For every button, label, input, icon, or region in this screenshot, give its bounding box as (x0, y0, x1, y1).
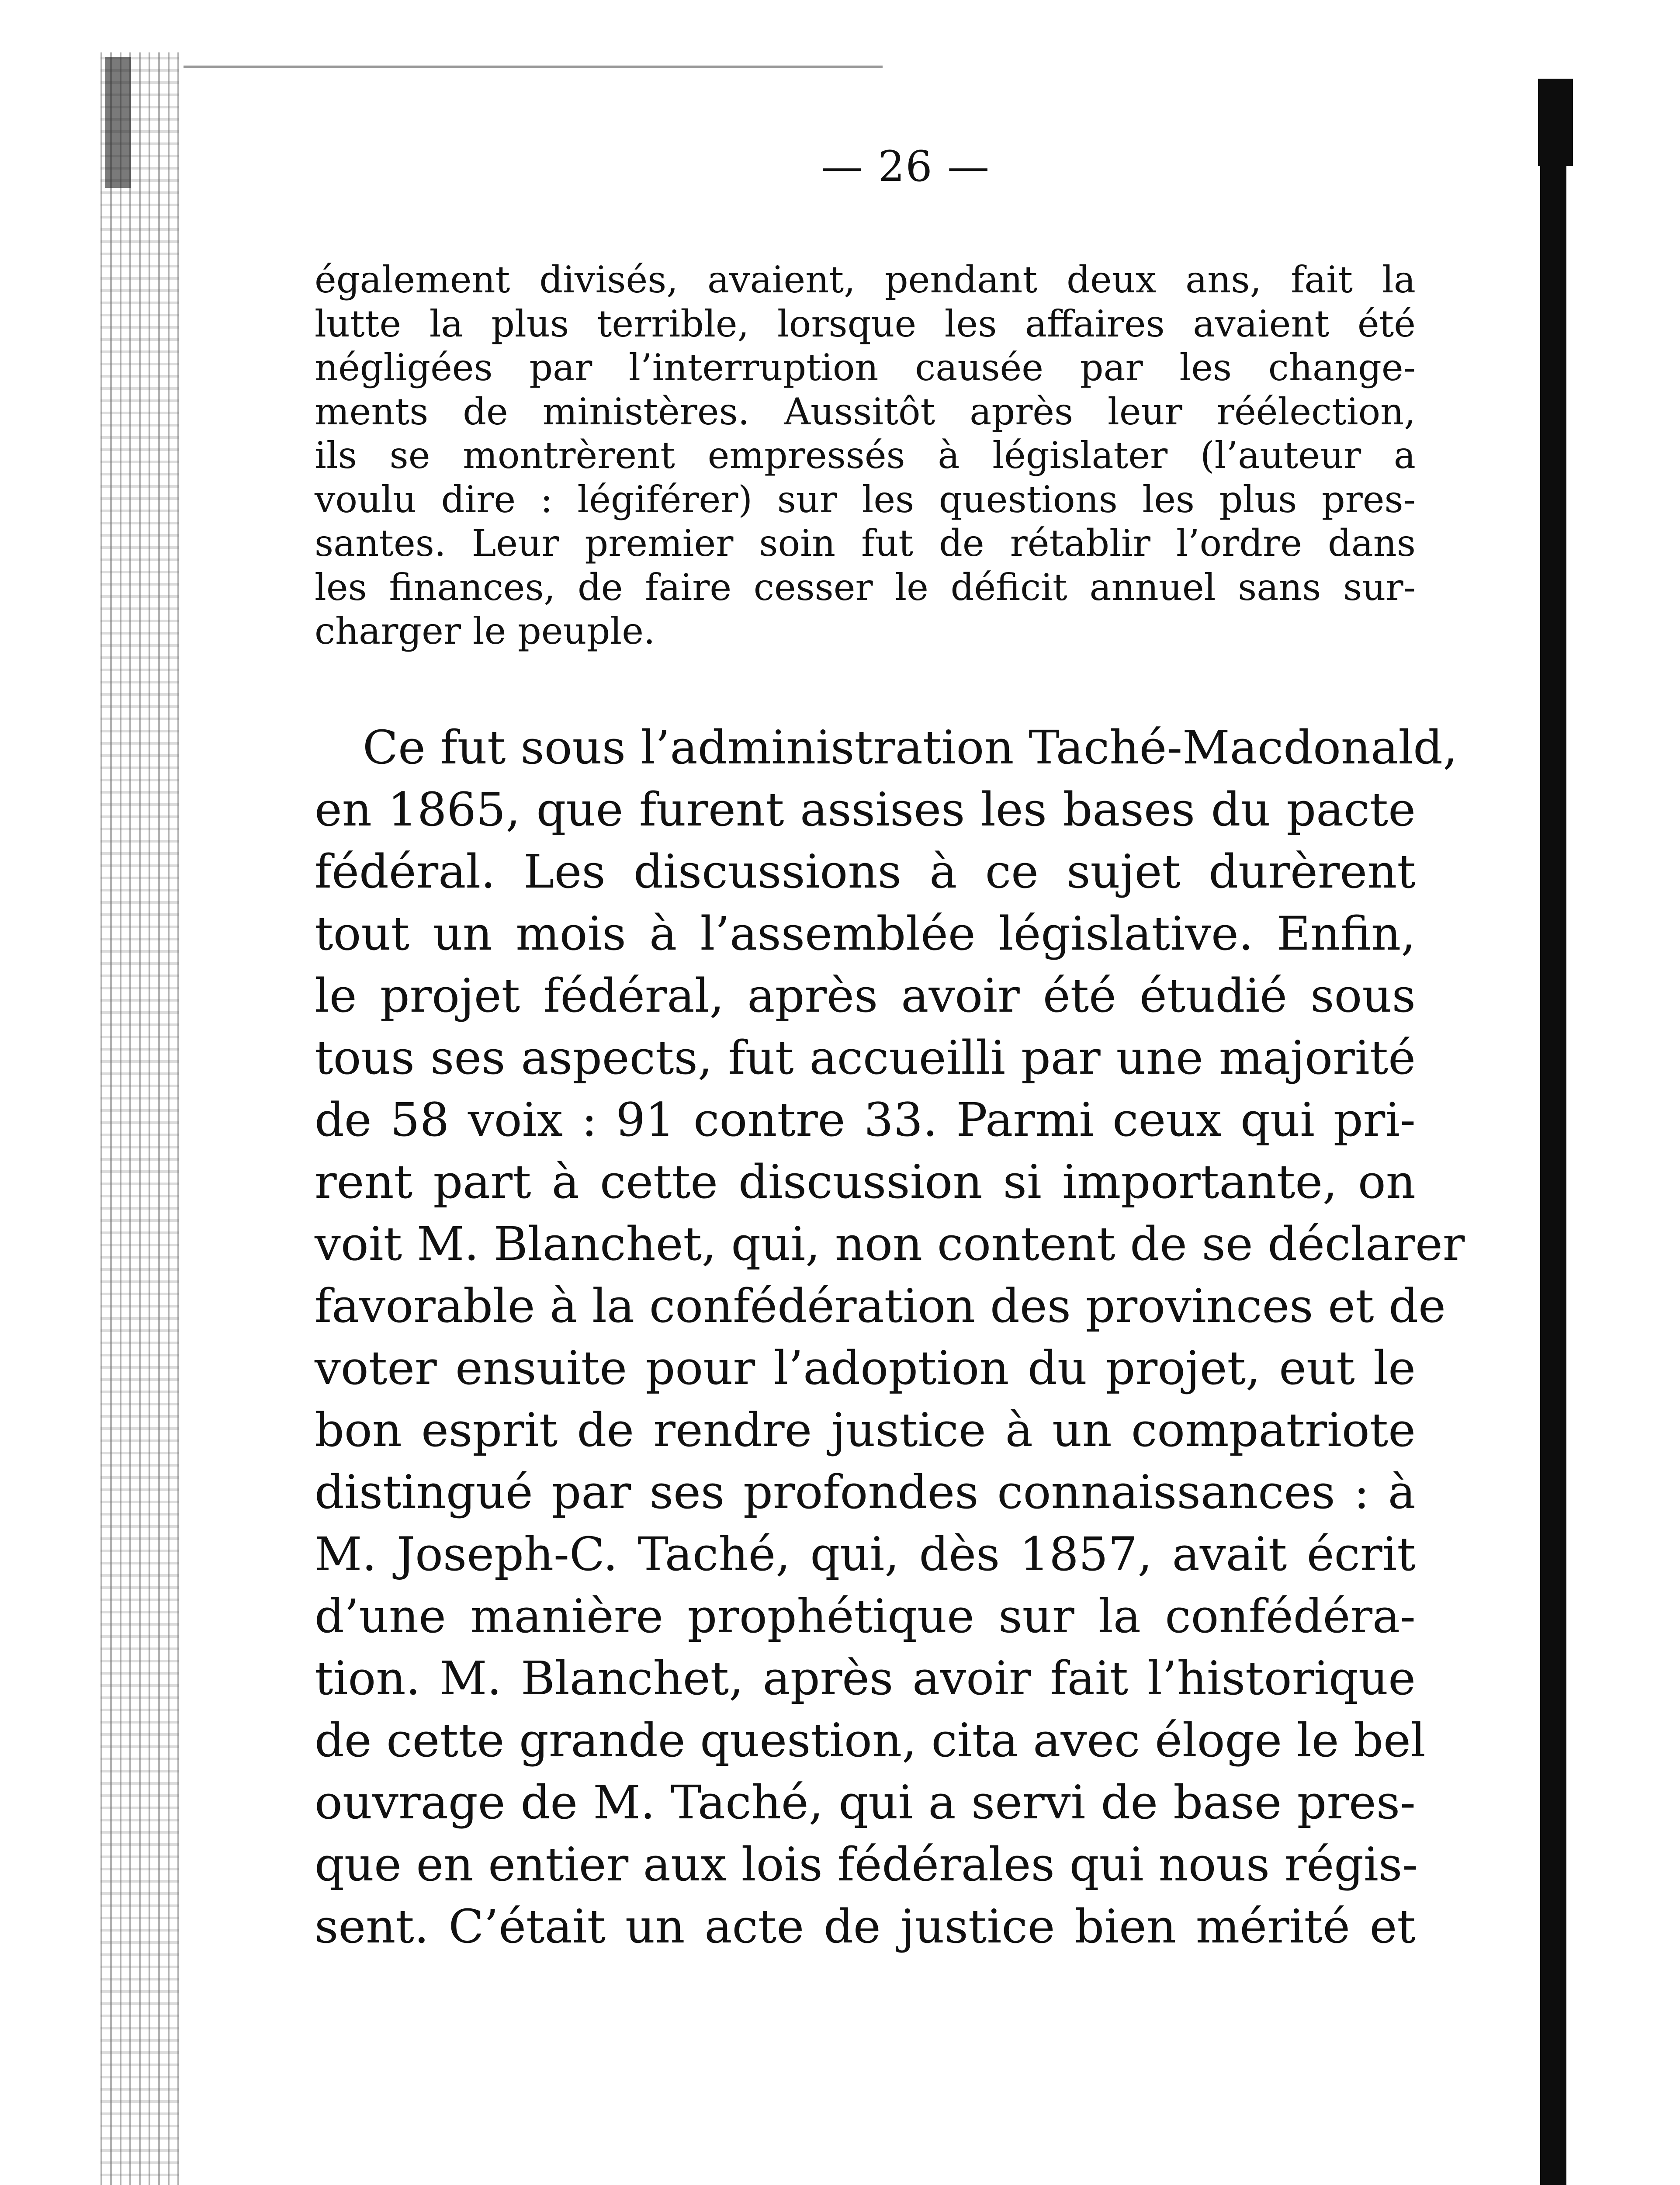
text-line: d’une manière prophétique sur la confédéra- (315, 1589, 1416, 1643)
text-line: rent part à cette discussion si importante, on (315, 1155, 1416, 1209)
text-line: sent. C’était un acte de justice bien mérité et (315, 1900, 1416, 1953)
text-line: ments de ministères. Aussitôt après leur réélection, (315, 390, 1416, 433)
text-line: bon esprit de rendre justice à un compatriote (315, 1403, 1416, 1457)
text-line: distingué par ses profondes connaissances : à (315, 1465, 1416, 1519)
scanned-binding-edge (100, 52, 179, 2185)
text-line: que en entier aux lois fédérales qui nous régis- (315, 1838, 1418, 1891)
text-line: négligées par l’interruption causée par les change- (315, 346, 1416, 389)
text-line: fédéral. Les discussions à ce sujet durèrent (315, 845, 1416, 898)
top-scan-line (184, 66, 883, 68)
text-line: voter ensuite pour l’adoption du projet, eut le (315, 1341, 1416, 1395)
text-line: tion. M. Blanchet, après avoir fait l’historique (315, 1651, 1416, 1705)
text-line: Ce fut sous l’administration Taché-Macdonald, (363, 721, 1458, 774)
text-line: le projet fédéral, après avoir été étudié sous (315, 969, 1416, 1023)
text-line: voulu dire : légiférer) sur les questions les plus pres- (315, 478, 1416, 521)
page-number: — 26 — (821, 142, 991, 191)
text-line: voit M. Blanchet, qui, non content de se déclarer (315, 1217, 1465, 1271)
paragraph-2 (315, 717, 1465, 1958)
text-line: M. Joseph-C. Taché, qui, dès 1857, avait écrit (315, 1527, 1416, 1581)
text-line: également divisés, avaient, pendant deux ans, fait la (315, 258, 1416, 301)
text-line: santes. Leur premier soin fut de rétablir l’ordre dans (315, 522, 1416, 565)
text-line: favorable à la confédération des provinces et de (315, 1279, 1446, 1333)
text-line: charger le peuple. (315, 610, 655, 652)
paragraph-1 (315, 258, 1416, 653)
text-line: lutte la plus terrible, lorsque les affaires avaient été (315, 302, 1416, 345)
text-line: en 1865, que furent assises les bases du pacte (315, 783, 1416, 836)
text-line: tout un mois à l’assemblée législative. Enfin, (315, 907, 1416, 961)
text-line: de 58 voix : 91 contre 33. Parmi ceux qui pri- (315, 1093, 1416, 1147)
right-page-edge (1540, 79, 1566, 2185)
text-line: tous ses aspects, fut accueilli par une majorité (315, 1031, 1416, 1085)
text-line: ils se montrèrent empressés à législater (l’auteur a (315, 434, 1416, 477)
text-line: les finances, de faire cesser le déficit annuel sans sur- (315, 565, 1416, 609)
text-line: ouvrage de M. Taché, qui a servi de base pres- (315, 1776, 1416, 1829)
text-line: de cette grande question, cita avec éloge le bel (315, 1713, 1426, 1767)
